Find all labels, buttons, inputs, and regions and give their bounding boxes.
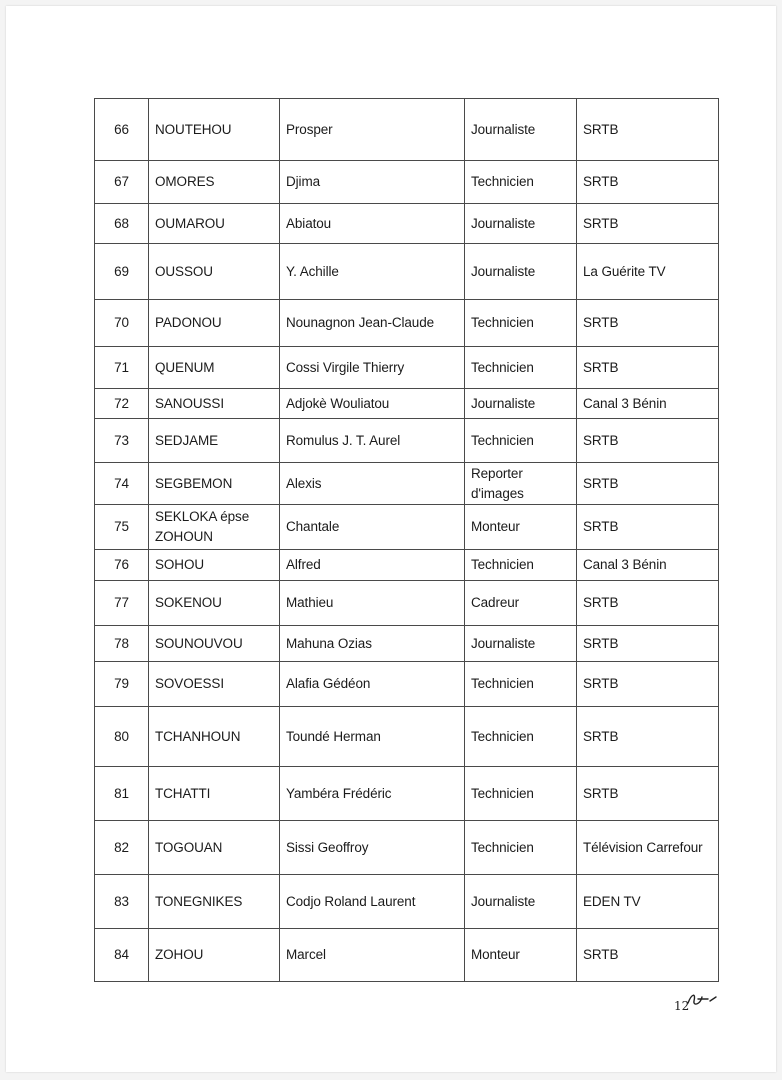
row-number-cell: 83 bbox=[95, 875, 149, 929]
table-row bbox=[95, 767, 719, 821]
row-number-cell: 73 bbox=[95, 419, 149, 463]
organisation-cell: Canal 3 Bénin bbox=[577, 550, 719, 581]
row-number-cell: 74 bbox=[95, 463, 149, 505]
page-number: 12 bbox=[674, 999, 690, 1013]
role-cell: Technicien bbox=[465, 300, 577, 347]
first-name-cell: Nounagnon Jean-Claude bbox=[280, 300, 465, 347]
role-cell: Technicien bbox=[465, 821, 577, 875]
table-row bbox=[95, 419, 719, 463]
organisation-cell: SRTB bbox=[577, 419, 719, 463]
first-name-cell: Alexis bbox=[280, 463, 465, 505]
table-row bbox=[95, 204, 719, 244]
first-name-cell: Sissi Geoffroy bbox=[280, 821, 465, 875]
first-name-cell: Abiatou bbox=[280, 204, 465, 244]
table-row bbox=[95, 707, 719, 767]
role-cell: Journaliste bbox=[465, 389, 577, 419]
organisation-cell: SRTB bbox=[577, 662, 719, 707]
last-name-cell: TCHATTI bbox=[149, 767, 280, 821]
table-row bbox=[95, 662, 719, 707]
document-page bbox=[6, 6, 776, 1072]
organisation-cell: SRTB bbox=[577, 767, 719, 821]
organisation-cell: Canal 3 Bénin bbox=[577, 389, 719, 419]
row-number-cell: 81 bbox=[95, 767, 149, 821]
last-name-cell: PADONOU bbox=[149, 300, 280, 347]
last-name-cell: SOKENOU bbox=[149, 581, 280, 626]
first-name-cell: Chantale bbox=[280, 505, 465, 550]
table-row bbox=[95, 161, 719, 204]
role-cell: Journaliste bbox=[465, 626, 577, 662]
last-name-cell: TOGOUAN bbox=[149, 821, 280, 875]
organisation-cell: EDEN TV bbox=[577, 875, 719, 929]
role-cell: Cadreur bbox=[465, 581, 577, 626]
role-cell: Journaliste bbox=[465, 99, 577, 161]
role-cell: Reporter d'images bbox=[465, 463, 577, 505]
last-name-cell: OUSSOU bbox=[149, 244, 280, 300]
table-row bbox=[95, 389, 719, 419]
participants-table-body bbox=[95, 99, 719, 982]
table-row bbox=[95, 300, 719, 347]
row-number-cell: 79 bbox=[95, 662, 149, 707]
first-name-cell: Mathieu bbox=[280, 581, 465, 626]
table-row bbox=[95, 99, 719, 161]
role-cell: Technicien bbox=[465, 767, 577, 821]
last-name-cell: ZOHOU bbox=[149, 929, 280, 982]
row-number-cell: 77 bbox=[95, 581, 149, 626]
first-name-cell: Yambéra Frédéric bbox=[280, 767, 465, 821]
row-number-cell: 78 bbox=[95, 626, 149, 662]
first-name-cell: Alafia Gédéon bbox=[280, 662, 465, 707]
role-cell: Technicien bbox=[465, 550, 577, 581]
organisation-cell: SRTB bbox=[577, 204, 719, 244]
organisation-cell: SRTB bbox=[577, 707, 719, 767]
table-row bbox=[95, 505, 719, 550]
organisation-cell: SRTB bbox=[577, 347, 719, 389]
last-name-cell: SEKLOKA épse ZOHOUN bbox=[149, 505, 280, 550]
role-cell: Technicien bbox=[465, 419, 577, 463]
row-number-cell: 75 bbox=[95, 505, 149, 550]
first-name-cell: Mahuna Ozias bbox=[280, 626, 465, 662]
role-cell: Technicien bbox=[465, 347, 577, 389]
first-name-cell: Codjo Roland Laurent bbox=[280, 875, 465, 929]
last-name-cell: SANOUSSI bbox=[149, 389, 280, 419]
row-number-cell: 82 bbox=[95, 821, 149, 875]
organisation-cell: SRTB bbox=[577, 161, 719, 204]
row-number-cell: 80 bbox=[95, 707, 149, 767]
organisation-cell: SRTB bbox=[577, 463, 719, 505]
table-row bbox=[95, 821, 719, 875]
last-name-cell: SEGBEMON bbox=[149, 463, 280, 505]
organisation-cell: SRTB bbox=[577, 581, 719, 626]
row-number-cell: 69 bbox=[95, 244, 149, 300]
organisation-cell: Télévision Carrefour bbox=[577, 821, 719, 875]
last-name-cell: TONEGNIKES bbox=[149, 875, 280, 929]
organisation-cell: SRTB bbox=[577, 626, 719, 662]
first-name-cell: Djima bbox=[280, 161, 465, 204]
last-name-cell: NOUTEHOU bbox=[149, 99, 280, 161]
row-number-cell: 67 bbox=[95, 161, 149, 204]
row-number-cell: 71 bbox=[95, 347, 149, 389]
participants-table bbox=[94, 98, 719, 982]
organisation-cell: La Guérite TV bbox=[577, 244, 719, 300]
organisation-cell: SRTB bbox=[577, 300, 719, 347]
first-name-cell: Prosper bbox=[280, 99, 465, 161]
first-name-cell: Alfred bbox=[280, 550, 465, 581]
last-name-cell: SOHOU bbox=[149, 550, 280, 581]
organisation-cell: SRTB bbox=[577, 929, 719, 982]
role-cell: Technicien bbox=[465, 707, 577, 767]
role-cell: Technicien bbox=[465, 662, 577, 707]
role-cell: Technicien bbox=[465, 161, 577, 204]
organisation-cell: SRTB bbox=[577, 505, 719, 550]
handwritten-initials-icon bbox=[686, 991, 718, 1009]
row-number-cell: 66 bbox=[95, 99, 149, 161]
first-name-cell: Adjokè Wouliatou bbox=[280, 389, 465, 419]
row-number-cell: 76 bbox=[95, 550, 149, 581]
table-row bbox=[95, 244, 719, 300]
first-name-cell: Toundé Herman bbox=[280, 707, 465, 767]
last-name-cell: OUMAROU bbox=[149, 204, 280, 244]
table-row bbox=[95, 929, 719, 982]
table-row bbox=[95, 875, 719, 929]
table-row bbox=[95, 550, 719, 581]
last-name-cell: SOVOESSI bbox=[149, 662, 280, 707]
last-name-cell: SEDJAME bbox=[149, 419, 280, 463]
first-name-cell: Y. Achille bbox=[280, 244, 465, 300]
page-number-with-initials bbox=[674, 999, 689, 1013]
row-number-cell: 68 bbox=[95, 204, 149, 244]
row-number-cell: 72 bbox=[95, 389, 149, 419]
row-number-cell: 84 bbox=[95, 929, 149, 982]
role-cell: Journaliste bbox=[465, 204, 577, 244]
role-cell: Journaliste bbox=[465, 244, 577, 300]
table-row bbox=[95, 463, 719, 505]
last-name-cell: TCHANHOUN bbox=[149, 707, 280, 767]
table-row bbox=[95, 581, 719, 626]
role-cell: Journaliste bbox=[465, 875, 577, 929]
table-row bbox=[95, 347, 719, 389]
last-name-cell: SOUNOUVOU bbox=[149, 626, 280, 662]
table-row bbox=[95, 626, 719, 662]
row-number-cell: 70 bbox=[95, 300, 149, 347]
last-name-cell: OMORES bbox=[149, 161, 280, 204]
first-name-cell: Marcel bbox=[280, 929, 465, 982]
role-cell: Monteur bbox=[465, 929, 577, 982]
first-name-cell: Cossi Virgile Thierry bbox=[280, 347, 465, 389]
organisation-cell: SRTB bbox=[577, 99, 719, 161]
first-name-cell: Romulus J. T. Aurel bbox=[280, 419, 465, 463]
role-cell: Monteur bbox=[465, 505, 577, 550]
last-name-cell: QUENUM bbox=[149, 347, 280, 389]
